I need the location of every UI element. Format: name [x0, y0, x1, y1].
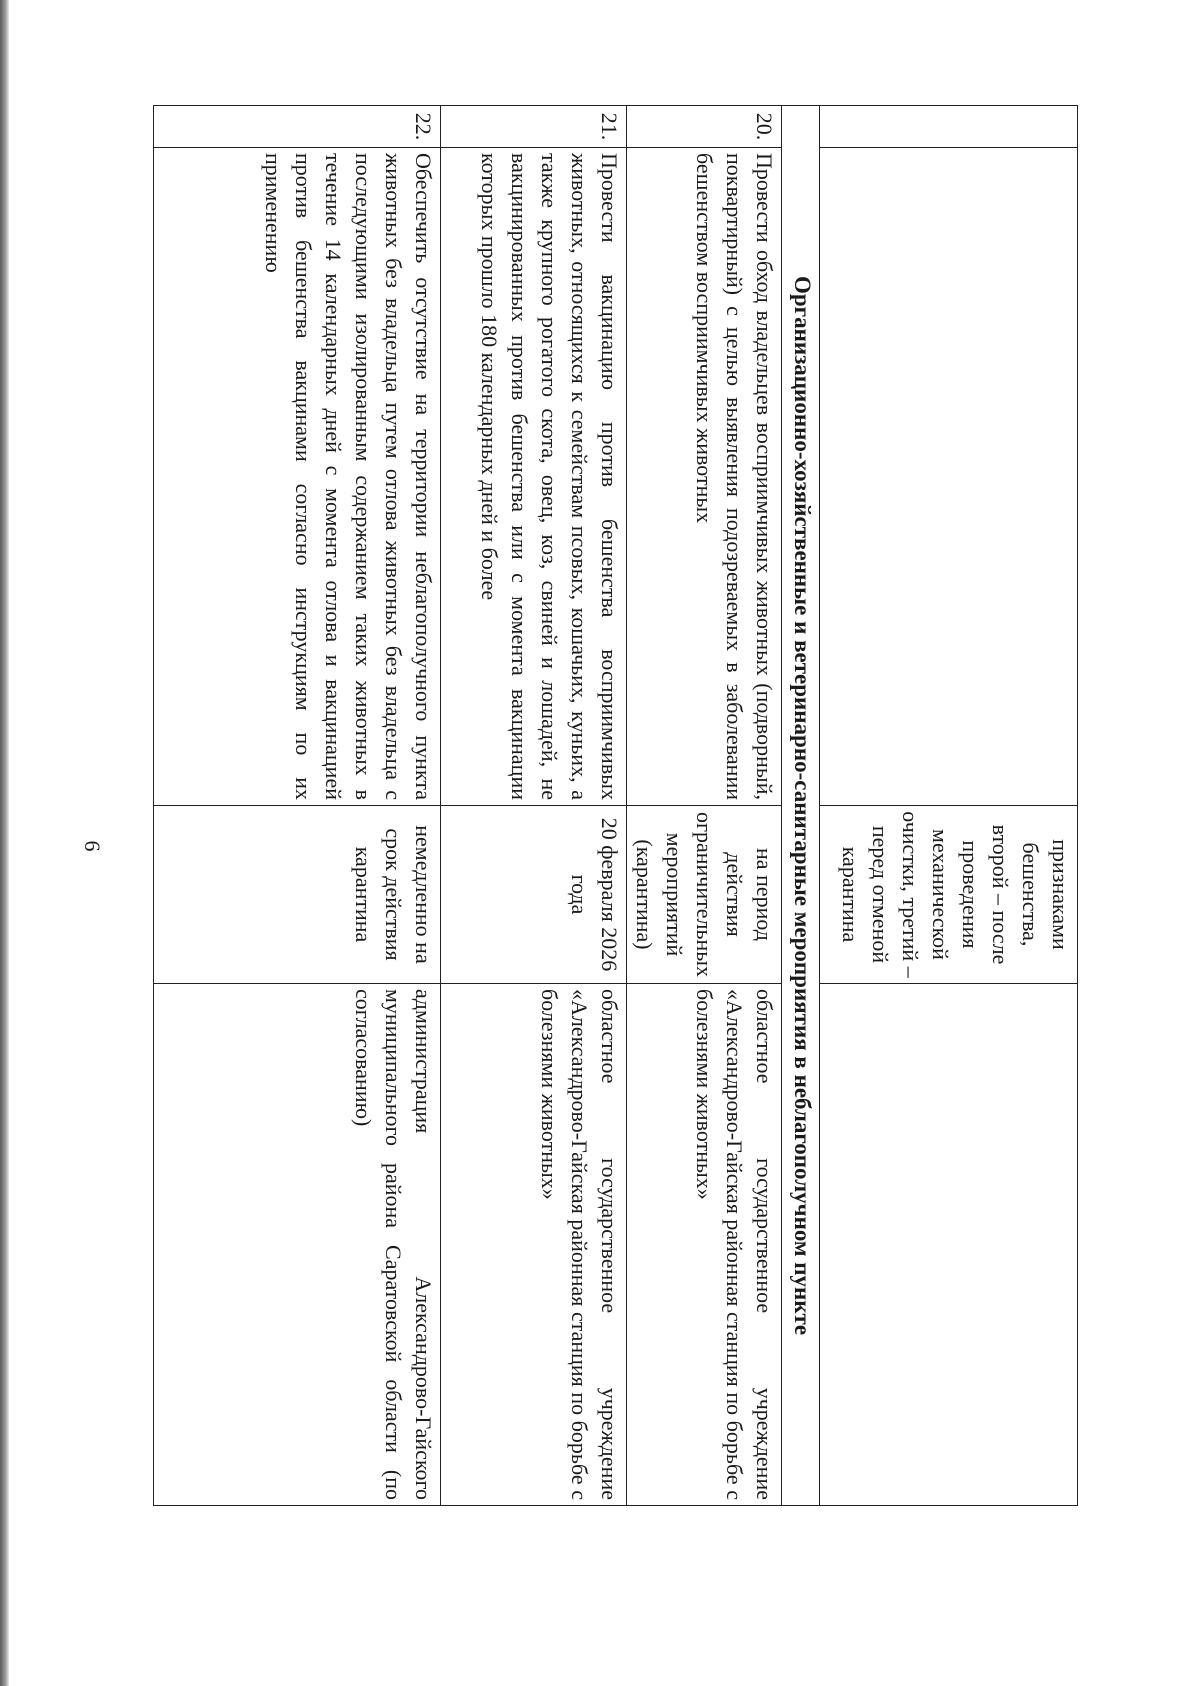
section-heading: Организационно-хозяйственные и ветеринарно-санитарные мероприятия в неблагополучном пункте: [782, 106, 820, 1506]
table-row: [441, 106, 627, 1506]
table-row: [627, 106, 782, 1506]
table-row-continuation: [820, 106, 1078, 1506]
scan-edge: [0, 0, 9, 1686]
term-text: 20 февраля 2026 года: [441, 806, 627, 984]
measure-text: Обеспечить отсутствие на территории неблагополучного пункта животных без владельца путем отлова животных без владельца с последующими изолированным содержанием таких животных в течение 14 календарных дней с момента отлова и вакцинацией против бешенства вакцинами согласно инструкциям по их применению: [154, 148, 441, 806]
table-row: [154, 106, 441, 1506]
executor-text: администрация Александрово-Гайского муниципального района Саратовской области (по согласованию): [154, 984, 441, 1506]
term-cell: признаками бешенства, второй – после проведения механической очистки, третий – перед отменой карантина: [820, 806, 1078, 984]
measure-text: Провести вакцинацию против бешенства восприимчивых животных, относящихся к семействам псовых, кошачьих, куньих, а также крупного рогатого скота, овец, коз, свиней и лошадей, не вакцинированных против бешенства или с момента вакцинации которых прошло 180 календарных дней и более: [441, 148, 627, 806]
measures-table: [153, 105, 1078, 1506]
measure-text: Провести обход владельцев восприимчивых животных (подворный, поквартирный) с целью выявления подозреваемых в заболевании бешенством восприимчивых животных: [627, 148, 782, 806]
page-number: 6: [80, 840, 105, 852]
executor-text: областное государственное учреждение «Александрово-Гайская районная станция по борьбе с болезнями животных»: [441, 984, 627, 1506]
executor-text: областное государственное учреждение «Александрово-Гайская районная станция по борьбе с болезнями животных»: [627, 984, 782, 1506]
measure-cell: [820, 148, 1078, 806]
term-text: немедленно на срок действия карантина: [154, 806, 441, 984]
executor-cell: [820, 984, 1078, 1506]
row-number: 22.: [154, 106, 441, 148]
number-cell: [820, 106, 1078, 148]
row-number: 21.: [441, 106, 627, 148]
section-heading-row: [782, 106, 820, 1506]
term-text: на период действия ограничительных мероприятий (карантина): [627, 806, 782, 984]
row-number: 20.: [627, 106, 782, 148]
rotated-table-frame: [153, 105, 1078, 1505]
